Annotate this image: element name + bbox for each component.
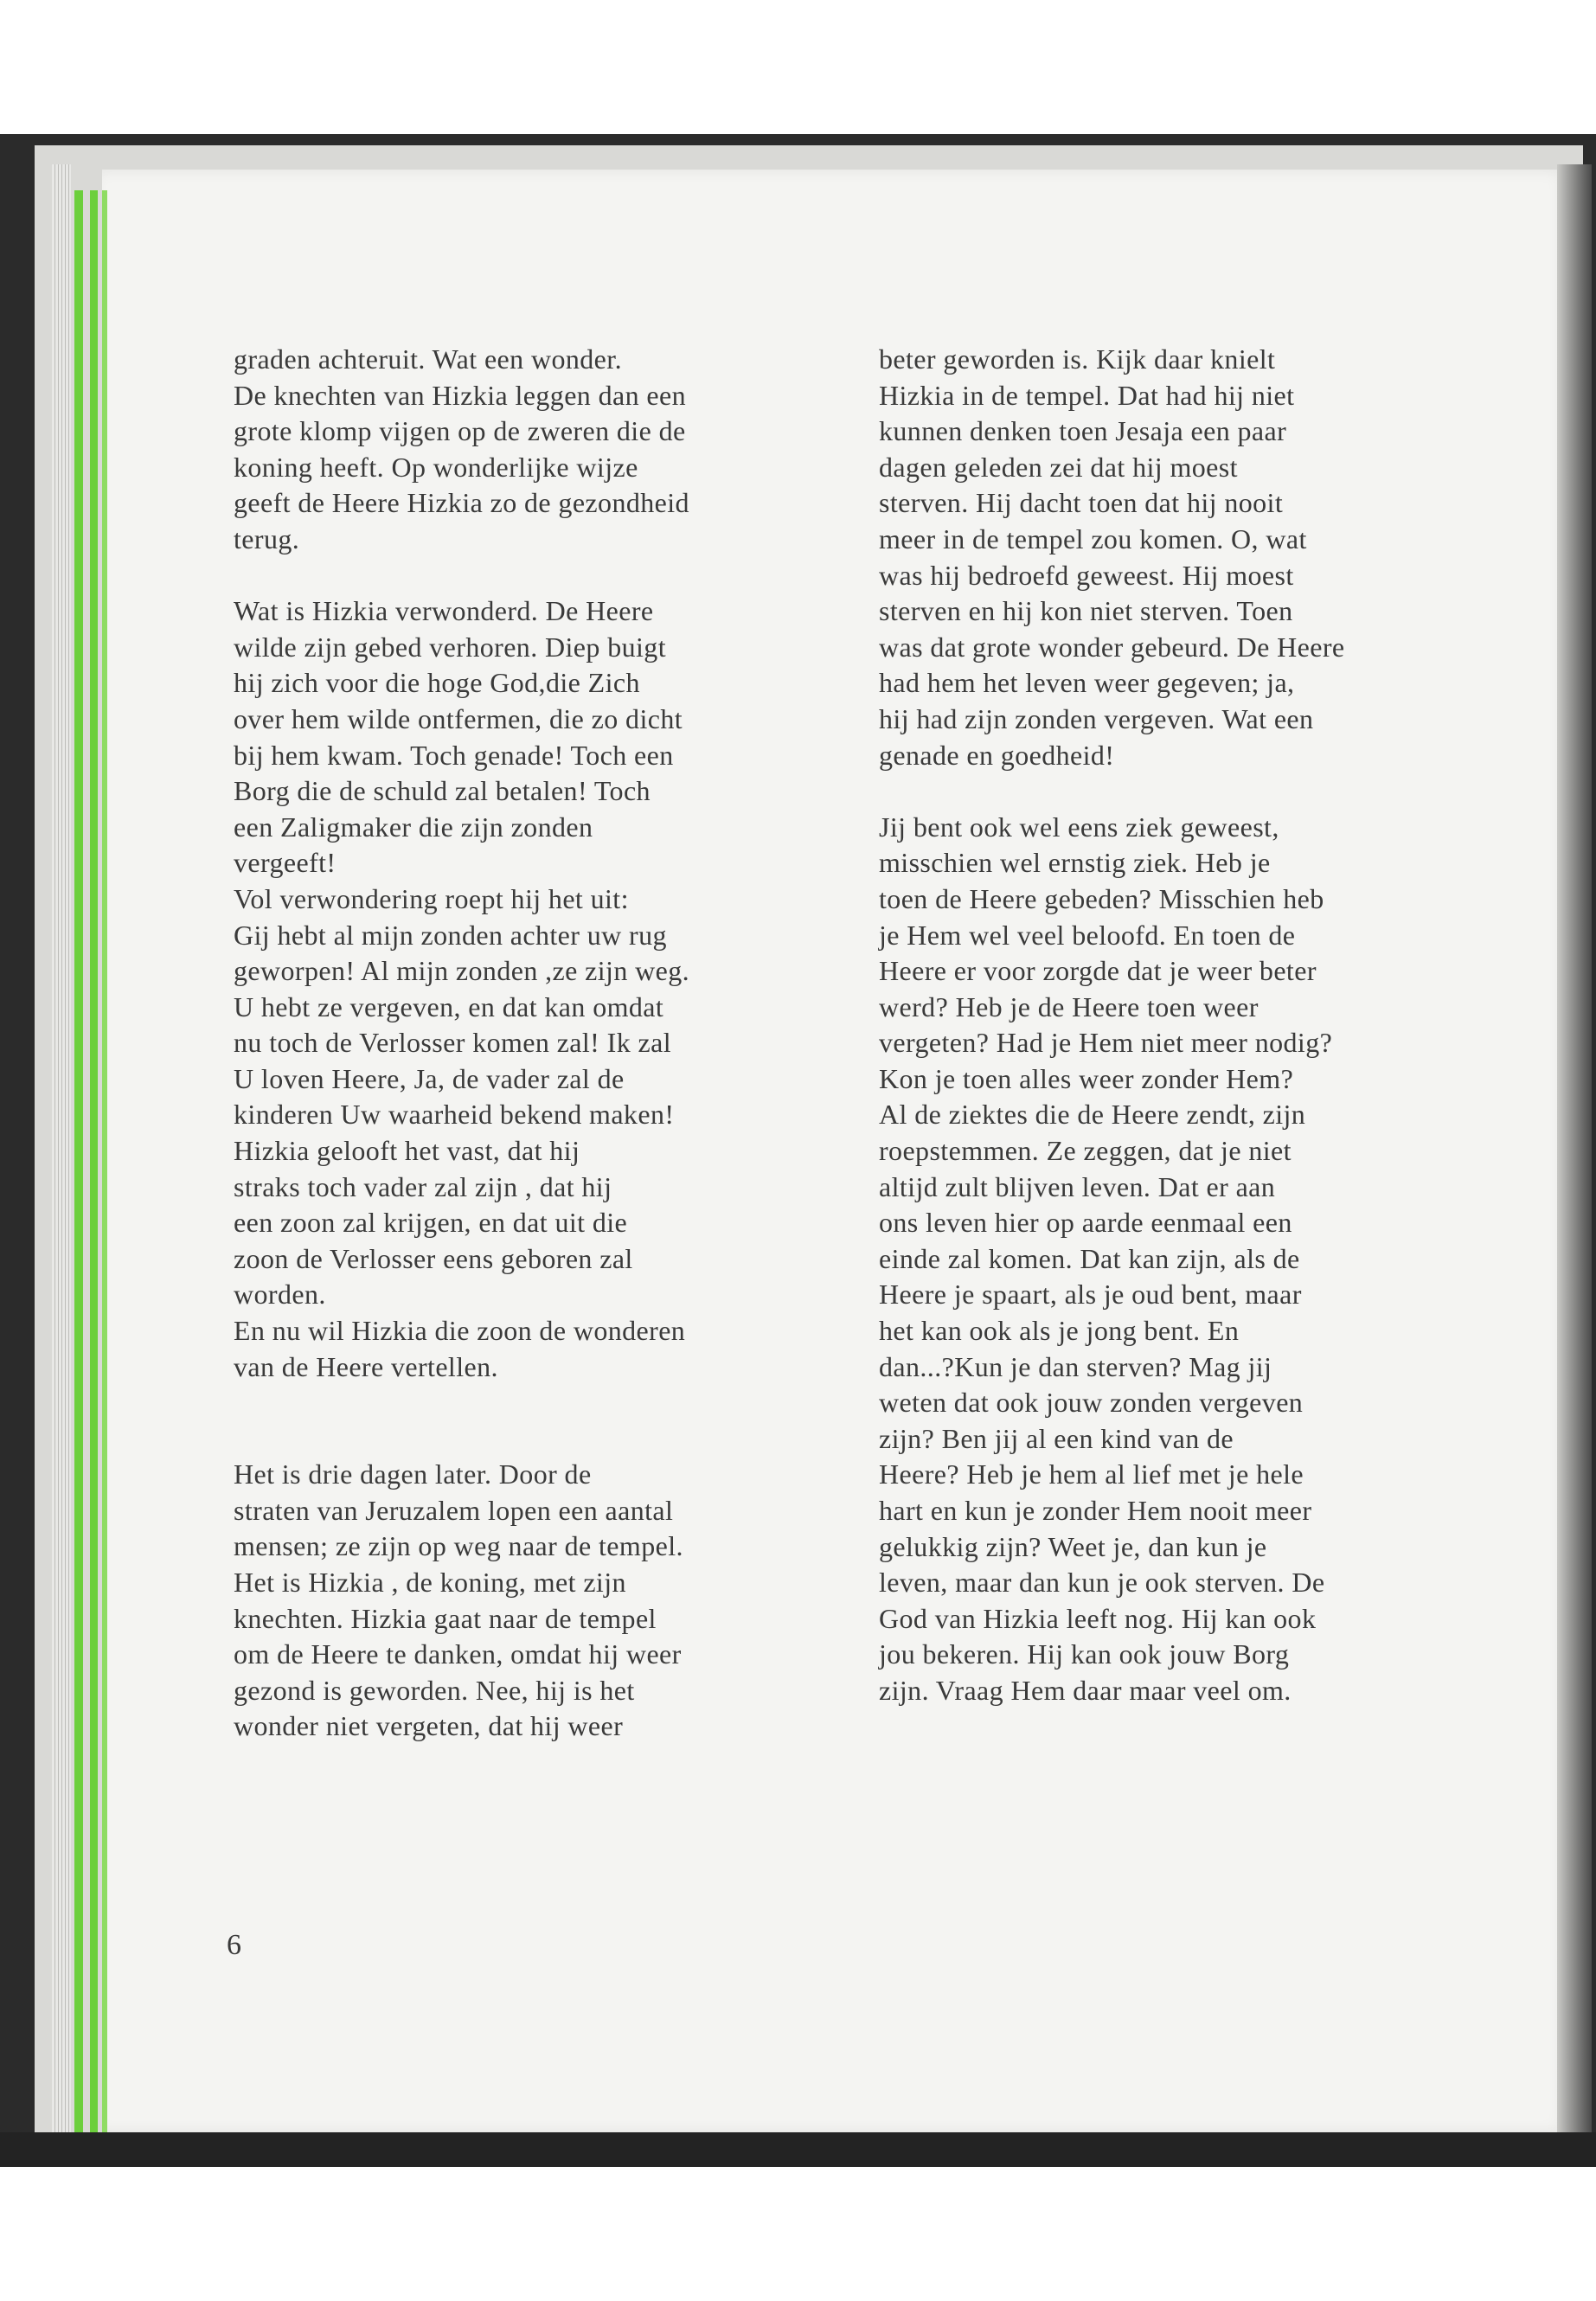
- text-line: leven, maar dan kun je ook sterven. De: [879, 1567, 1325, 1599]
- text-line: had hem het leven weer gegeven; ja,: [879, 667, 1295, 699]
- text-line: straks toch vader zal zijn , dat hij: [234, 1170, 612, 1202]
- paragraph: [879, 810, 1476, 1709]
- paragraph: [234, 342, 830, 558]
- text-line: God van Hizkia leeft nog. Hij kan ook: [879, 1602, 1317, 1634]
- text-line: kinderen Uw waarheid bekend maken!: [234, 1099, 675, 1131]
- text-line: Kon je toen alles weer zonder Hem?: [879, 1062, 1294, 1094]
- green-binding-stripe: [102, 190, 107, 2154]
- text-line: bij hem kwam. Toch genade! Toch een: [234, 739, 674, 771]
- text-line: werd? Heb je de Heere toen weer: [879, 990, 1259, 1022]
- text-line: Vol verwondering roept hij het uit:: [234, 882, 629, 914]
- text-line: mensen; ze zijn op weg naar de tempel.: [234, 1530, 683, 1562]
- text-line: geeft de Heere Hizkia zo de gezondheid: [234, 487, 689, 519]
- text-line: zijn. Vraag Hem daar maar veel om.: [879, 1674, 1292, 1706]
- text-line: een zoon zal krijgen, en dat uit die: [234, 1207, 628, 1239]
- text-line: koning heeft. Op wonderlijke wijze: [234, 451, 638, 483]
- right-text-column: [879, 342, 1476, 1709]
- text-line: De knechten van Hizkia leggen dan een: [234, 379, 687, 411]
- green-binding-stripe: [74, 190, 83, 2154]
- text-line: Heere er voor zorgde dat je weer beter: [879, 955, 1317, 987]
- text-line: Hizkia gelooft het vast, dat hij: [234, 1135, 580, 1167]
- text-line: terug.: [234, 522, 300, 554]
- text-line: beter geworden is. Kijk daar knielt: [879, 343, 1276, 375]
- text-line: van de Heere vertellen.: [234, 1350, 498, 1382]
- text-line: En nu wil Hizkia die zoon de wonderen: [234, 1315, 686, 1347]
- text-line: wilde zijn gebed verhoren. Diep buigt: [234, 631, 666, 663]
- text-line: meer in de tempel zou komen. O, wat: [879, 522, 1307, 554]
- paragraph: [234, 593, 830, 1385]
- text-line: was dat grote wonder gebeurd. De Heere: [879, 631, 1345, 663]
- text-line: jou bekeren. Hij kan ook jouw Borg: [879, 1638, 1290, 1670]
- scan-bottom-edge: [0, 2132, 1596, 2167]
- text-line: het kan ook als je jong bent. En: [879, 1315, 1240, 1347]
- paragraph: [234, 1457, 830, 1745]
- text-line: graden achteruit. Wat een wonder.: [234, 343, 622, 375]
- text-line: geworpen! Al mijn zonden ,ze zijn weg.: [234, 955, 690, 987]
- text-line: Gij hebt al mijn zonden achter uw rug: [234, 919, 667, 951]
- text-line: worden.: [234, 1279, 326, 1311]
- text-line: weten dat ook jouw zonden vergeven: [879, 1387, 1304, 1419]
- text-line: Het is Hizkia , de koning, met zijn: [234, 1567, 626, 1598]
- text-line: dagen geleden zei dat hij moest: [879, 451, 1238, 483]
- text-line: U loven Heere, Ja, de vader zal de: [234, 1062, 625, 1094]
- text-line: sterven. Hij dacht toen dat hij nooit: [879, 487, 1284, 519]
- text-line: roepstemmen. Ze zeggen, dat je niet: [879, 1135, 1292, 1167]
- text-line: Hizkia in de tempel. Dat had hij niet: [879, 379, 1295, 411]
- text-line: vergeeft!: [234, 847, 337, 879]
- text-line: altijd zult blijven leven. Dat er aan: [879, 1170, 1276, 1202]
- text-line: straten van Jeruzalem lopen een aantal: [234, 1494, 674, 1526]
- text-line: zoon de Verlosser eens geboren zal: [234, 1242, 633, 1274]
- text-line: Heere? Heb je hem al lief met je hele: [879, 1458, 1304, 1490]
- text-line: wonder niet vergeten, dat hij weer: [234, 1710, 624, 1742]
- text-line: je Hem wel veel beloofd. En toen de: [879, 919, 1296, 951]
- text-line: kunnen denken toen Jesaja een paar: [879, 415, 1287, 447]
- text-line: genade en goedheid!: [879, 739, 1115, 771]
- text-line: hij zich voor die hoge God,die Zich: [234, 667, 640, 699]
- text-line: grote klomp vijgen op de zweren die de: [234, 415, 686, 447]
- text-line: Het is drie dagen later. Door de: [234, 1458, 592, 1490]
- right-page-shadow: [1557, 164, 1592, 2145]
- text-line: was hij bedroefd geweest. Hij moest: [879, 559, 1294, 591]
- text-line: een Zaligmaker die zijn zonden: [234, 811, 593, 843]
- text-line: zijn? Ben jij al een kind van de: [879, 1422, 1234, 1454]
- text-line: Heere je spaart, als je oud bent, maar: [879, 1279, 1302, 1311]
- text-line: Jij bent ook wel eens ziek geweest,: [879, 811, 1279, 843]
- text-line: dan...?Kun je dan sterven? Mag jij: [879, 1350, 1272, 1382]
- text-line: einde zal komen. Dat kan zijn, als de: [879, 1242, 1300, 1274]
- text-line: knechten. Hizkia gaat naar de tempel: [234, 1602, 657, 1634]
- text-line: gelukkig zijn? Weet je, dan kun je: [879, 1530, 1267, 1562]
- green-binding-stripe: [90, 190, 98, 2154]
- text-line: Borg die de schuld zal betalen! Toch: [234, 775, 651, 807]
- text-line: sterven en hij kon niet sterven. Toen: [879, 595, 1293, 627]
- text-line: Wat is Hizkia verwonderd. De Heere: [234, 595, 654, 627]
- text-line: hart en kun je zonder Hem nooit meer: [879, 1495, 1312, 1526]
- text-line: over hem wilde ontfermen, die zo dicht: [234, 702, 683, 734]
- text-line: hij had zijn zonden vergeven. Wat een: [879, 702, 1314, 734]
- paragraph: [879, 342, 1476, 773]
- text-line: Al de ziektes die de Heere zendt, zijn: [879, 1099, 1306, 1131]
- page-number: 6: [227, 1929, 241, 1961]
- left-text-column: [234, 342, 830, 1745]
- text-line: vergeten? Had je Hem niet meer nodig?: [879, 1027, 1333, 1059]
- text-line: gezond is geworden. Nee, hij is het: [234, 1674, 635, 1706]
- page-edges: [52, 164, 71, 2137]
- text-line: om de Heere te danken, omdat hij weer: [234, 1638, 682, 1670]
- text-line: ons leven hier op aarde eenmaal een: [879, 1207, 1292, 1239]
- text-line: misschien wel ernstig ziek. Heb je: [879, 847, 1271, 879]
- text-line: nu toch de Verlosser komen zal! Ik zal: [234, 1027, 671, 1059]
- text-line: toen de Heere gebeden? Misschien heb: [879, 882, 1324, 914]
- text-line: U hebt ze vergeven, en dat kan omdat: [234, 990, 664, 1022]
